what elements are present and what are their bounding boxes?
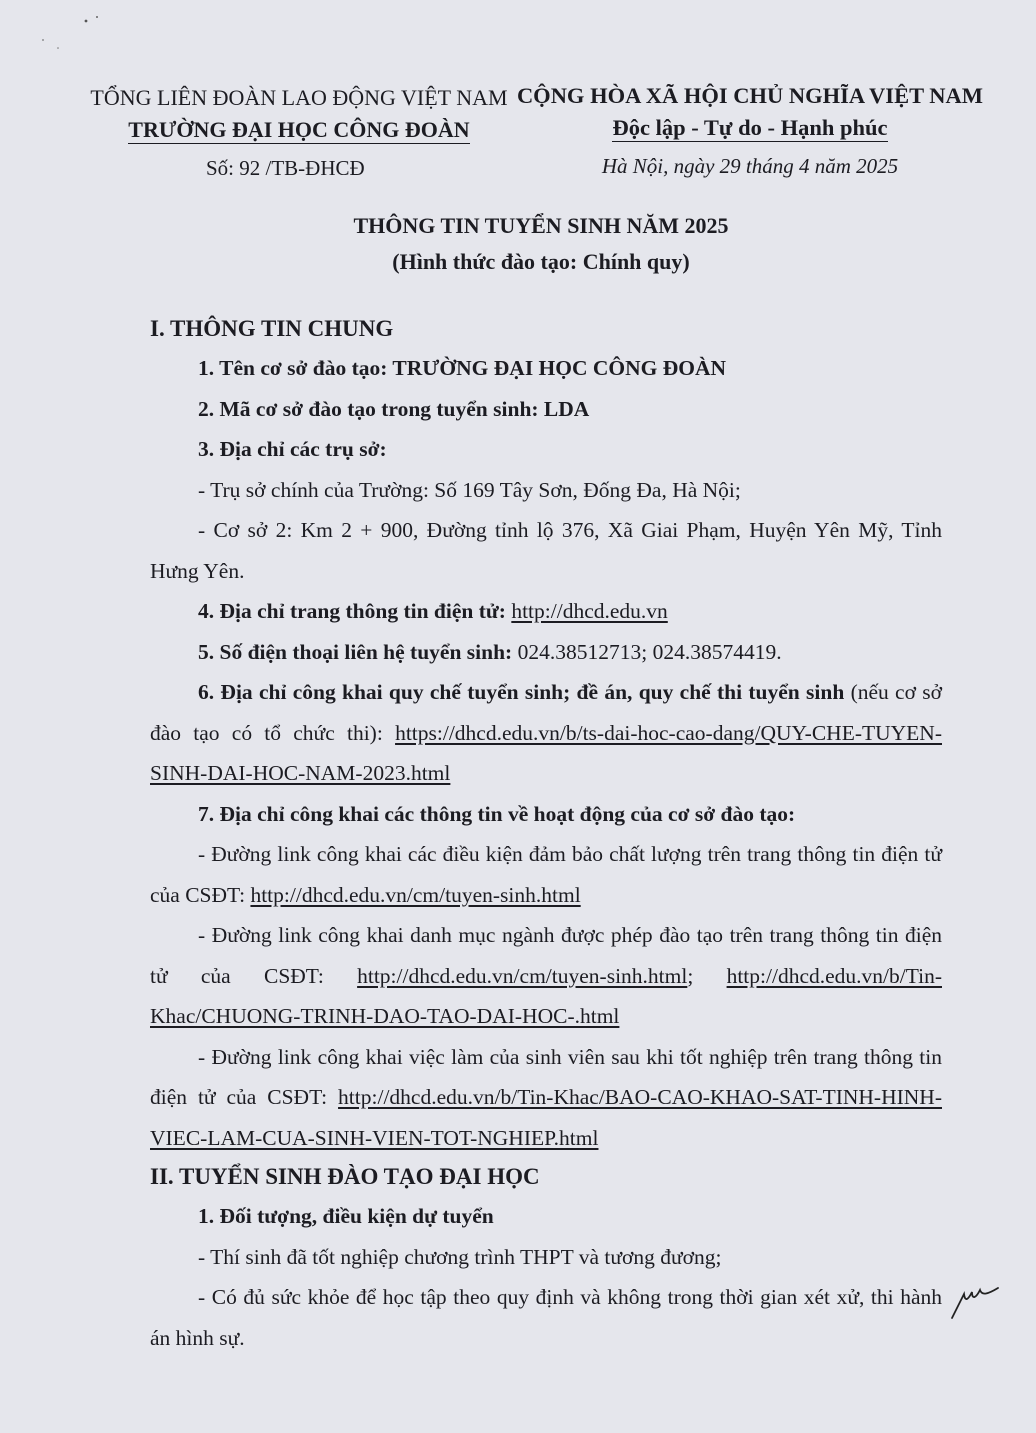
- eligibility-line-1: - Thí sinh đã tốt nghiệp chương trình THPT và tương đương;: [198, 1244, 722, 1269]
- country-name: CỘNG HÒA XÃ HỘI CHỦ NGHĨA VIỆT NAM: [516, 83, 984, 108]
- campus-addresses-label: 3. Địa chỉ các trụ sở:: [198, 437, 387, 461]
- regulation-line: [150, 672, 942, 794]
- national-motto-block: [516, 80, 984, 182]
- document-title-block: [0, 208, 1036, 280]
- national-motto: Độc lập - Tự do - Hạnh phúc: [612, 115, 888, 140]
- programs-link-2[interactable]: http://dhcd.edu.vn/b/Tin-Khac/CHUONG-TRINH-DAO-TAO-DAI-HOC-.html: [150, 963, 942, 1028]
- section-heading-general: I. THÔNG TIN CHUNG: [150, 316, 394, 341]
- employment-text: - Đường link công khai việc làm của sinh viên sau khi tốt nghiệp trên trang thông tin điện tử của CSĐT:: [150, 1044, 942, 1109]
- website-line: [150, 591, 942, 632]
- programs-separator: ;: [687, 963, 727, 988]
- handwritten-initials: [948, 1280, 1004, 1324]
- website-link[interactable]: http://dhcd.edu.vn: [511, 599, 668, 623]
- section-heading-admission: II. TUYỂN SINH ĐÀO TẠO ĐẠI HỌC: [150, 1164, 540, 1189]
- regulation-text: (nếu cơ sở đào tạo có tổ chức thi):: [150, 680, 942, 745]
- second-campus-address: - Cơ sở 2: Km 2 + 900, Đường tỉnh lộ 376, Xã Giai Phạm, Huyện Yên Mỹ, Tỉnh Hưng Yên.: [150, 518, 942, 583]
- eligibility-line-2: - Có đủ sức khỏe để học tập theo quy định và không trong thời gian xét xử, thi hành án hình sự.: [150, 1285, 942, 1350]
- employment-line: [150, 1037, 942, 1159]
- eligibility-label: 1. Đối tượng, điều kiện dự tuyển: [198, 1204, 494, 1228]
- programs-link-1[interactable]: http://dhcd.edu.vn/cm/tuyen-sinh.html: [357, 963, 688, 988]
- phone-line: [150, 632, 942, 673]
- employment-link[interactable]: http://dhcd.edu.vn/b/Tin-Khac/BAO-CAO-KHAO-SAT-TINH-HINH-VIEC-LAM-CUA-SINH-VIEN-TOT-NGHIEP.html: [150, 1085, 942, 1150]
- programs-line: [150, 915, 942, 1037]
- document-number: Số: 92 /TB-ĐHCĐ: [206, 156, 365, 180]
- programs-text: - Đường link công khai danh mục ngành được phép đào tạo trên trang thông tin điện tử của CSĐT:: [150, 923, 942, 988]
- regulation-label: 6. Địa chỉ công khai quy chế tuyển sinh; đề án, quy chế thi tuyển sinh: [198, 680, 845, 704]
- issue-date: Hà Nội, ngày 29 tháng 4 năm 2025: [601, 154, 899, 178]
- scan-specks: [0, 0, 120, 60]
- regulation-link[interactable]: https://dhcd.edu.vn/b/ts-dai-hoc-cao-dang/QUY-CHE-TUYEN-SINH-DAI-HOC-NAM-2023.html: [150, 720, 942, 785]
- institution-code: 2. Mã cơ sở đào tạo trong tuyển sinh: LDA: [198, 396, 590, 421]
- issuing-school: TRƯỜNG ĐẠI HỌC CÔNG ĐOÀN: [128, 117, 470, 142]
- issuer-block: [70, 82, 528, 184]
- activities-label: 7. Địa chỉ công khai các thông tin về hoạt động của cơ sở đào tạo:: [198, 801, 796, 826]
- main-campus-address: - Trụ sở chính của Trường: Số 169 Tây Sơn, Đống Đa, Hà Nội;: [198, 477, 741, 502]
- parent-organization: TỔNG LIÊN ĐOÀN LAO ĐỘNG VIỆT NAM: [90, 85, 508, 110]
- quality-conditions-line: [150, 834, 942, 915]
- phone-numbers: 024.38512713; 024.38574419.: [517, 639, 782, 664]
- quality-conditions-text: - Đường link công khai các điều kiện đảm bảo chất lượng trên trang thông tin điện tử của CSĐT:: [150, 842, 942, 907]
- phone-label: 5. Số điện thoại liên hệ tuyển sinh:: [198, 639, 518, 664]
- document-subtitle: (Hình thức đào tạo: Chính quy): [392, 249, 690, 274]
- institution-name: 1. Tên cơ sở đào tạo: TRƯỜNG ĐẠI HỌC CÔNG ĐOÀN: [198, 356, 727, 380]
- quality-conditions-link[interactable]: http://dhcd.edu.vn/cm/tuyen-sinh.html: [250, 882, 581, 907]
- document-title: THÔNG TIN TUYỂN SINH NĂM 2025: [353, 213, 729, 238]
- website-label: 4. Địa chỉ trang thông tin điện tử:: [198, 599, 512, 623]
- document-body: [150, 310, 942, 1358]
